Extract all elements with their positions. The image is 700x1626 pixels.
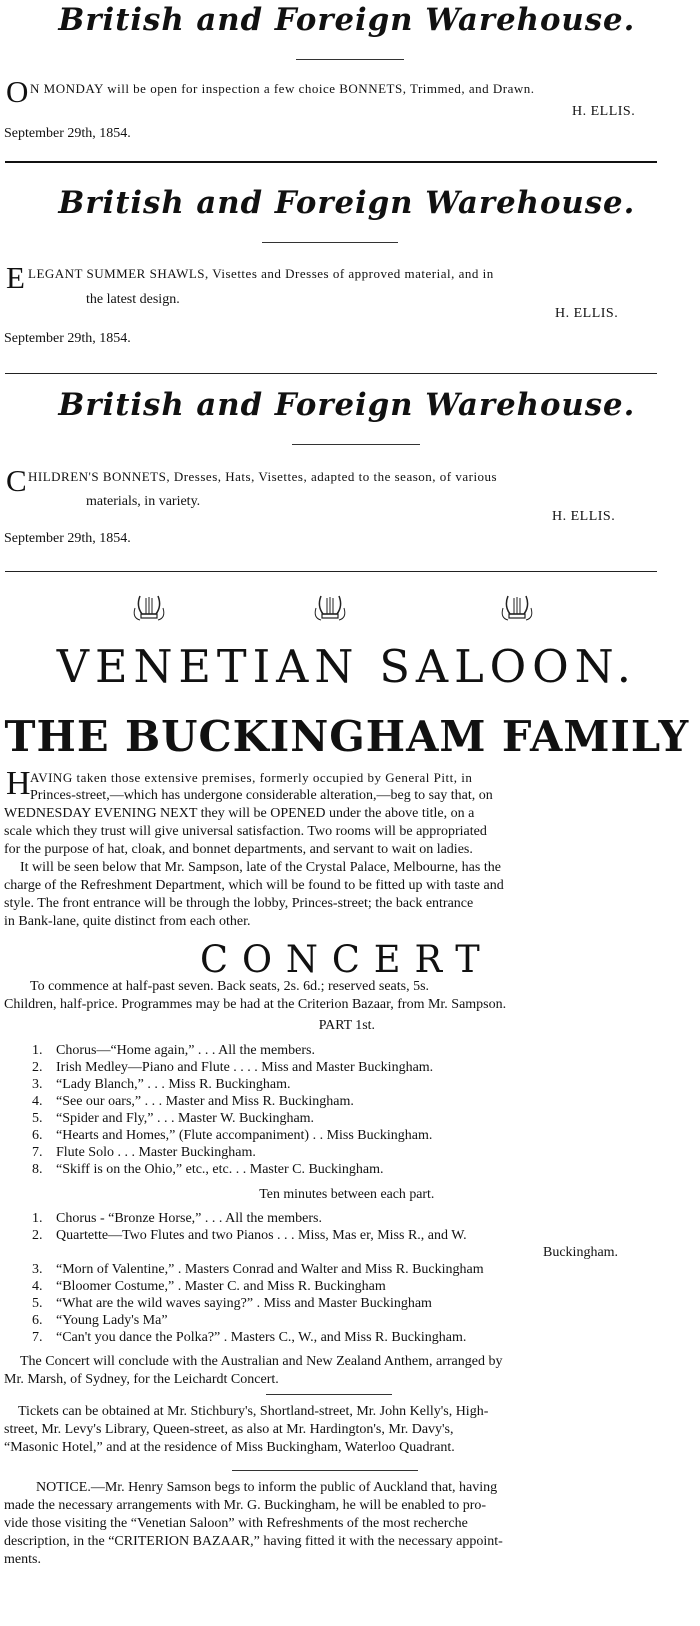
part2-item-text: “Morn of Valentine,” . Masters Conrad and Walter and Miss R. Buckingham	[56, 1262, 484, 1277]
notice-rule	[232, 1470, 418, 1471]
part1-item-number: 5.	[32, 1111, 43, 1126]
ad3-bottom-rule	[5, 571, 657, 572]
notice-line: ments.	[4, 1552, 41, 1567]
part1-item-text: Chorus—“Home again,” . . . All the members.	[56, 1043, 315, 1058]
saloon-drop-initial: H	[6, 765, 31, 802]
part2-item-number: 2.	[32, 1228, 43, 1243]
lyre-ornament-icon	[500, 592, 534, 624]
part1-item-text: Flute Solo . . . Master Buckingham.	[56, 1145, 256, 1160]
part1-item-text: “Lady Blanch,” . . . Miss R. Buckingham.	[56, 1077, 291, 1092]
ad1-drop-initial: O	[6, 74, 29, 109]
saloon-intro-line: Princes-street,—which has undergone considerable alteration,—beg to say that, on	[30, 788, 493, 803]
tickets-line: Tickets can be obtained at Mr. Stichbury's, Shortland-street, Mr. John Kelly's, High-	[18, 1404, 489, 1419]
notice-line: vide those visiting the “Venetian Saloon” with Refreshments of the most recherche	[4, 1516, 468, 1531]
concert-info-line: Children, half-price. Programmes may be had at the Criterion Bazaar, from Mr. Sampson.	[4, 997, 507, 1012]
part2-item-text: “What are the wild waves saying?” . Miss and Master Buckingham	[56, 1296, 432, 1311]
notice-line: description, in the “CRITERION BAZAAR,” having fitted it with the necessary appoint-	[4, 1534, 503, 1549]
saloon-intro-line: for the purpose of hat, cloak, and bonnet departments, and servant to wait on ladies.	[4, 842, 473, 857]
part2-item-number: 5.	[32, 1296, 43, 1311]
ad2-text-line1: LEGANT SUMMER SHAWLS, Visettes and Dresses of approved material, and in	[28, 266, 494, 281]
ad1-bottom-rule	[5, 161, 657, 163]
part2-item-number: 6.	[32, 1313, 43, 1328]
part2-item-text: Chorus - “Bronze Horse,” . . . All the members.	[56, 1211, 322, 1226]
ad2-title: British and Foreign Warehouse.	[58, 185, 636, 221]
notice-line: NOTICE.—Mr. Henry Samson begs to inform the public of Auckland that, having	[36, 1480, 498, 1495]
part1-item-number: 7.	[32, 1145, 43, 1160]
part2-item-number: 4.	[32, 1279, 43, 1294]
part1-item-text: “See our oars,” . . . Master and Miss R. Buckingham.	[56, 1094, 354, 1109]
part1-item-text: Irish Medley—Piano and Flute . . . . Miss and Master Buckingham.	[56, 1060, 434, 1075]
ad2-bottom-rule	[5, 373, 657, 374]
tickets-line: “Masonic Hotel,” and at the residence of Miss Buckingham, Waterloo Quadrant.	[4, 1440, 455, 1455]
part1-item-number: 2.	[32, 1060, 43, 1075]
concert-conclusion-line: The Concert will conclude with the Australian and New Zealand Anthem, arranged by	[20, 1354, 503, 1369]
ad3-date: September 29th, 1854.	[4, 531, 131, 546]
ad3-drop-initial: C	[6, 463, 27, 498]
ad1-date: September 29th, 1854.	[4, 126, 131, 141]
ad2-title-rule	[262, 242, 398, 243]
ad2-text-line2: the latest design.	[86, 292, 180, 307]
part1-item-text: “Hearts and Homes,” (Flute accompaniment) . . Miss Buckingham.	[56, 1128, 433, 1143]
ad2-date: September 29th, 1854.	[4, 331, 131, 346]
notice-line: made the necessary arrangements with Mr. G. Buckingham, he will be enabled to pro-	[4, 1498, 487, 1513]
part1-item-text: “Skiff is on the Ohio,” etc., etc. . . Master C. Buckingham.	[56, 1162, 384, 1177]
part2-item-continuation: Buckingham.	[543, 1245, 619, 1260]
part2-item-text: “Can't you dance the Polka?” . Masters C., W., and Miss R. Buckingham.	[56, 1330, 467, 1345]
part2-item-text: “Young Lady's Ma”	[56, 1313, 168, 1328]
ad1-title-rule	[296, 59, 404, 60]
ad3-signature: H. ELLIS.	[552, 509, 616, 524]
part1-item-number: 6.	[32, 1128, 43, 1143]
ad3-text-line2: materials, in variety.	[86, 494, 201, 509]
saloon-intro-line: scale which they trust will give universal satisfaction. Two rooms will be appropriated	[4, 824, 487, 839]
part2-item-number: 3.	[32, 1262, 43, 1277]
part2-item-number: 7.	[32, 1330, 43, 1345]
saloon-intro-line: WEDNESDAY EVENING NEXT they will be OPENED under the above title, on a	[4, 806, 475, 821]
ad2-drop-initial: E	[6, 260, 25, 295]
part1-item-number: 1.	[32, 1043, 43, 1058]
ad1-title: British and Foreign Warehouse.	[58, 2, 636, 38]
part2-item-text: “Bloomer Costume,” . Master C. and Miss R. Buckingham	[56, 1279, 386, 1294]
saloon-intro-line: It will be seen below that Mr. Sampson, late of the Crystal Palace, Melbourne, has the	[20, 860, 501, 875]
concert-heading: CONCERT	[200, 938, 494, 981]
ad3-text-line1: HILDREN'S BONNETS, Dresses, Hats, Visettes, adapted to the season, of various	[28, 469, 498, 484]
part1-item-text: “Spider and Fly,” . . . Master W. Buckingham.	[56, 1111, 315, 1126]
venetian-saloon-heading: VENETIAN SALOON.	[56, 640, 637, 693]
part1-item-number: 4.	[32, 1094, 43, 1109]
lyre-ornament-icon	[132, 592, 166, 624]
interval-note: Ten minutes between each part.	[259, 1187, 435, 1202]
saloon-intro-line: charge of the Refreshment Department, which will be found to be fitted up with taste and	[4, 878, 504, 893]
concert-info-line: To commence at half-past seven. Back seats, 2s. 6d.; reserved seats, 5s.	[30, 979, 430, 994]
saloon-intro-line: AVING taken those extensive premises, formerly occupied by General Pitt, in	[30, 770, 473, 785]
ad3-title: British and Foreign Warehouse.	[58, 387, 636, 423]
buckingham-family-heading: THE BUCKINGHAM FAMILY	[4, 712, 690, 761]
tickets-rule	[266, 1394, 392, 1395]
part1-heading: PART 1st.	[318, 1018, 375, 1033]
ad3-title-rule	[292, 444, 420, 445]
tickets-line: street, Mr. Levy's Library, Queen-street, as also at Mr. Hardington's, Mr. Davy's,	[4, 1422, 454, 1437]
ad1-text-line1: N MONDAY will be open for inspection a few choice BONNETS, Trimmed, and Drawn.	[30, 81, 535, 96]
saloon-intro-line: style. The front entrance will be through the lobby, Princes-street; the back entrance	[4, 896, 474, 911]
ad1-signature: H. ELLIS.	[572, 104, 636, 119]
lyre-ornament-icon	[313, 592, 347, 624]
part1-item-number: 3.	[32, 1077, 43, 1092]
saloon-intro-line: in Bank-lane, quite distinct from each other.	[4, 914, 251, 929]
ad2-signature: H. ELLIS.	[555, 306, 619, 321]
concert-conclusion-line: Mr. Marsh, of Sydney, for the Leichardt Concert.	[4, 1372, 279, 1387]
part1-item-number: 8.	[32, 1162, 43, 1177]
part2-item-text: Quartette—Two Flutes and two Pianos . . . Miss, Mas er, Miss R., and W.	[56, 1228, 467, 1243]
part2-item-number: 1.	[32, 1211, 43, 1226]
